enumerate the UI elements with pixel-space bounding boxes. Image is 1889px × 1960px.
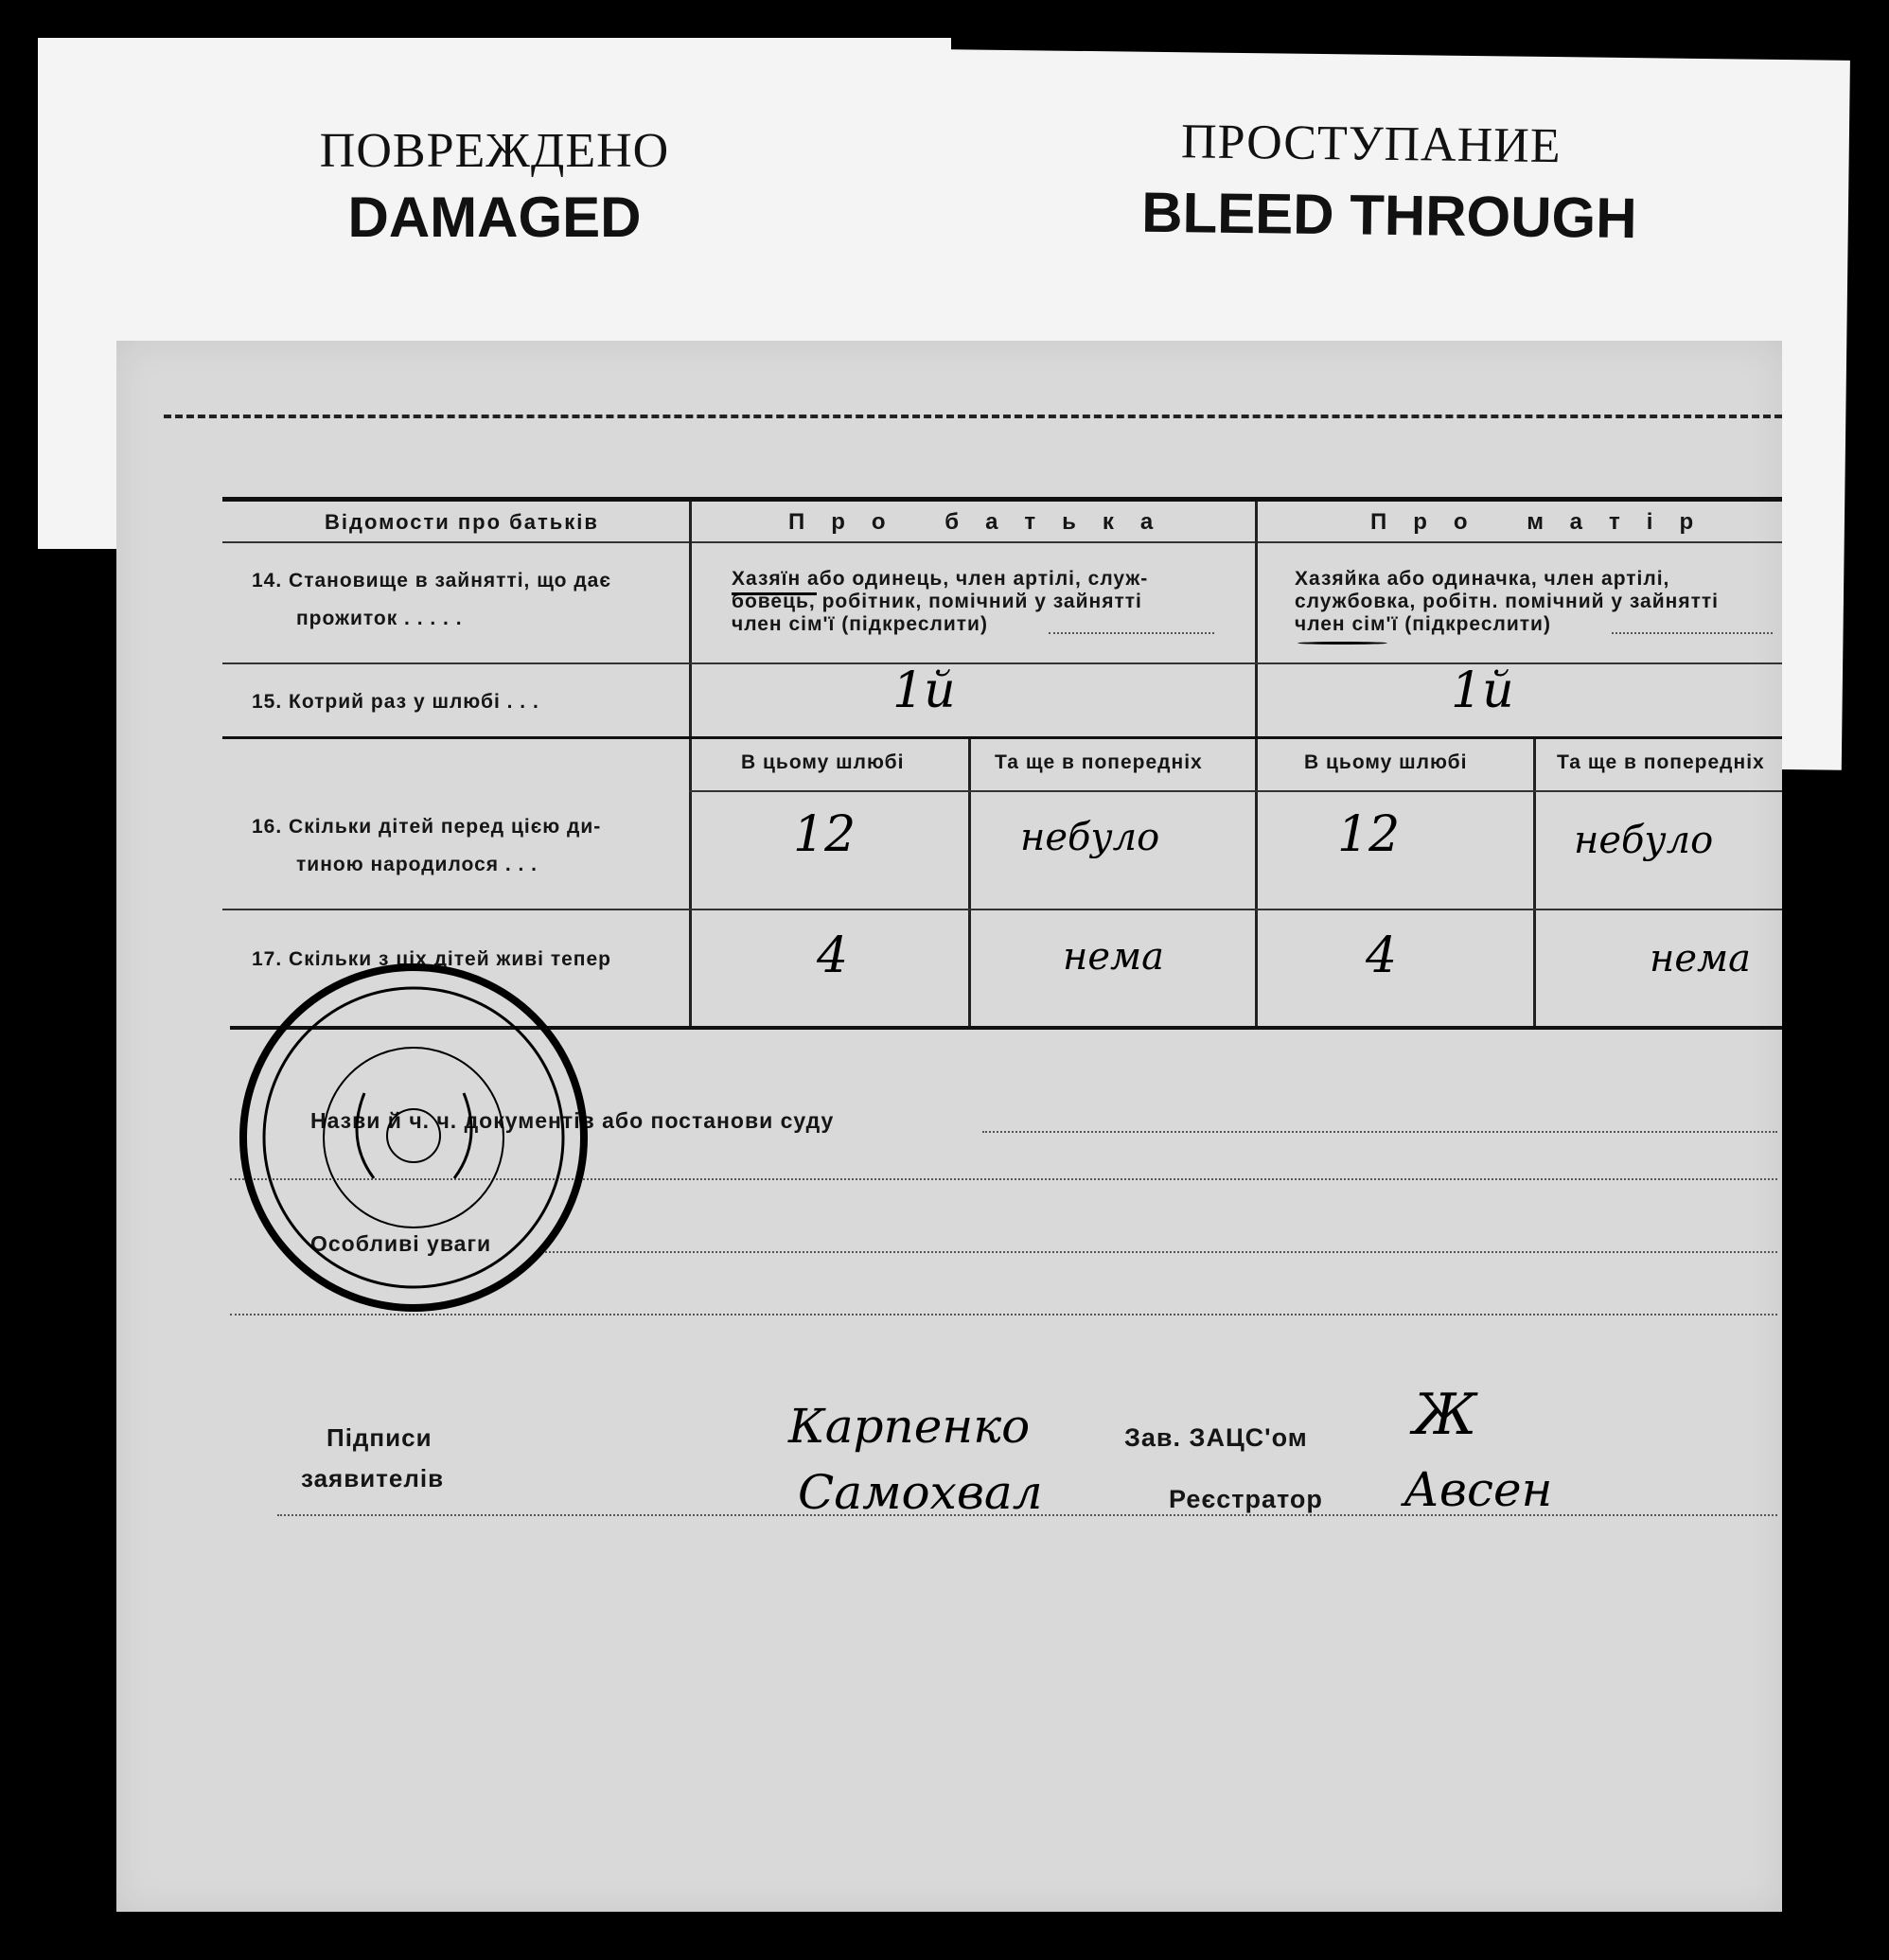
special-notes-label: Особливі уваги [310, 1231, 492, 1256]
row16-mother-prev-value: небуло [1574, 819, 1714, 862]
registrar-label: Реєстратор [1169, 1485, 1323, 1513]
bleed-through-label-ru: ПРОСТУПАНИЕ [1180, 115, 1562, 174]
sub-header-father-this-marriage: В цьому шлюбі [741, 751, 905, 773]
applicants-label-line2: заявителів [301, 1464, 445, 1492]
registrar-signature: Авсен [1404, 1462, 1553, 1517]
head-zags-label: Зав. ЗАЦС'ом [1124, 1423, 1308, 1452]
signature-baseline [277, 1514, 1777, 1516]
row16-label-line2: тиною народилося . . . [296, 854, 538, 875]
official-round-stamp [232, 956, 596, 1320]
row15-bottom-line [222, 736, 1782, 739]
col-divider-mother-sub [1533, 738, 1536, 1029]
documents-label: Назви й ч. ч. документів або постанови суду [310, 1108, 835, 1133]
row17-father-prev-value: нема [1063, 935, 1165, 979]
notes-dotline-1 [542, 1251, 1777, 1253]
sub-header-mother-previous: Та ще в попередніх [1557, 751, 1765, 773]
mother-header: Про матір [1370, 509, 1721, 535]
damaged-label-ru: ПОВРЕЖДЕНО [319, 124, 670, 178]
perforation-line [164, 415, 1782, 418]
bleed-through-label-en: BLEED THROUGH [1140, 180, 1637, 251]
row14-mother-line2: службовка, робітн. помічний у зайнятті [1295, 591, 1719, 612]
row16-bottom-line [222, 909, 1782, 910]
row14-mother-line3: член сім'ї (підкреслити) [1295, 613, 1551, 635]
row14-mother-line1: Хазяйка або одиначка, член артілі, [1295, 568, 1670, 590]
sub-header-father-previous: Та ще в попередніх [995, 751, 1203, 773]
row14-father-line1: Хазяїн або одинець, член артілі, служ- [732, 568, 1149, 590]
row16-father-this-value: 12 [793, 806, 856, 863]
row16-father-prev-value: небуло [1020, 816, 1160, 859]
applicant-signature-1: Карпенко [788, 1399, 1031, 1454]
sub-header-mother-this-marriage: В цьому шлюбі [1304, 751, 1468, 773]
damaged-label-en: DAMAGED [347, 185, 642, 249]
row14-bottom-line [222, 662, 1782, 664]
mother-underline-mark [1298, 642, 1387, 645]
col-divider-father-sub [968, 738, 971, 1029]
row15-father-handwritten: 1й [892, 662, 956, 719]
info-about-parents-header: Відомости про батьків [325, 510, 599, 534]
father-underline-mark [732, 592, 817, 595]
col-divider-father-mother [1255, 502, 1258, 1029]
row17-mother-this-value: 4 [1366, 927, 1398, 984]
row14-label-line1: 14. Становище в зайнятті, що дає [252, 570, 611, 592]
row16-mother-this-value: 12 [1337, 806, 1401, 863]
header-bottom-line [222, 541, 1782, 543]
row14-father-dotline [1049, 632, 1214, 634]
row16-label-line1: 16. Скільки дітей перед цією ди- [252, 816, 602, 838]
row17-label: 17. Скільки з ціх дітей живі тепер [252, 948, 611, 970]
row14-mother-dotline [1612, 632, 1773, 634]
row14-label-line2: прожиток . . . . . [296, 608, 463, 629]
table-top-rule [222, 497, 1782, 502]
row14-father-line3: член сім'ї (підкреслити) [732, 613, 988, 635]
row14-father-line2: бовець, робітник, помічний у зайнятті [732, 591, 1142, 612]
father-header: Про батька [788, 509, 1180, 535]
col-divider-label [689, 502, 692, 1029]
row15-label: 15. Котрий раз у шлюбі . . . [252, 691, 539, 713]
row17-mother-prev-value: нема [1650, 937, 1752, 980]
head-signature: Ж [1413, 1382, 1477, 1448]
subheader-bottom-line [689, 790, 1782, 792]
documents-dotline-1 [982, 1131, 1777, 1133]
applicants-label-line1: Підписи [327, 1423, 433, 1452]
row17-father-this-value: 4 [817, 927, 849, 984]
applicant-signature-2: Самохвал [798, 1465, 1043, 1520]
row15-mother-handwritten: 1й [1451, 662, 1514, 719]
